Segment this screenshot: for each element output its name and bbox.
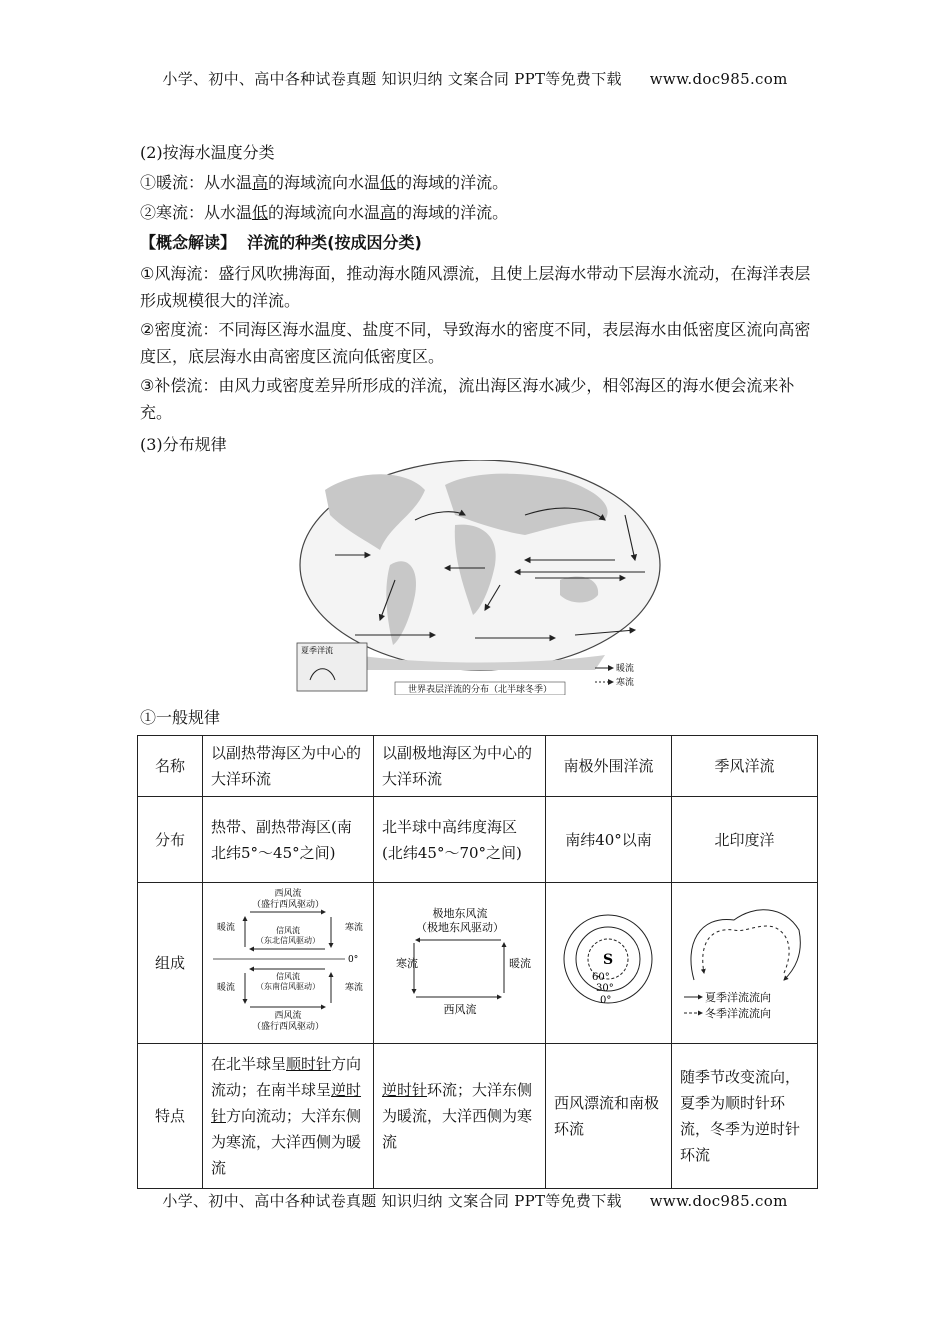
legend-cold-label: 寒流: [616, 678, 635, 688]
map-caption: 世界表层洋流的分布（北半球冬季）: [407, 685, 553, 695]
section2-title: (2)按海水温度分类: [140, 143, 275, 162]
d1-top-driver: （盛行西风驱动）: [251, 900, 325, 910]
d3-lat60: 60°: [592, 972, 610, 983]
name-monsoon-current: 季风洋流: [672, 736, 818, 797]
table-row-name: [138, 736, 818, 797]
d1-mid-driver: （东北信风驱动）: [256, 936, 320, 945]
dist-antarctic-current: 南纬40°以南: [546, 797, 672, 883]
footer-text: 小学、初中、高中各种试卷真题 知识归纳 文案合同 PPT等免费下载: [162, 1192, 622, 1210]
row-header-feature: 特点: [138, 1044, 203, 1189]
row-header-distribution: 分布: [138, 797, 203, 883]
d4-summer-loop: [691, 910, 800, 980]
d4-legend-winter: 冬季洋流流向: [705, 1007, 771, 1020]
d2-right-label: 暖流: [509, 957, 531, 970]
d1-mid-label: 信风流: [276, 926, 300, 935]
d1-low-label: 信风流: [276, 972, 300, 981]
feature-subpolar-gyre: 逆时针环流；大洋东侧为暖流，大洋西侧为寒流: [374, 1044, 546, 1189]
feature-antarctic-current: 西风漂流和南极环流: [546, 1044, 672, 1189]
page-header: [0, 68, 950, 89]
table-row-feature: [138, 1044, 818, 1189]
feature-monsoon-current: 随季节改变流向，夏季为顺时针环流，冬季为逆时针环流: [672, 1044, 818, 1189]
header-text: 小学、初中、高中各种试卷真题 知识归纳 文案合同 PPT等免费下载: [162, 70, 622, 88]
d1-low-driver: （东南信风驱动）: [256, 982, 320, 991]
d1-warm-upper: 暖流: [217, 923, 236, 933]
d1-cold-upper: 寒流: [345, 923, 364, 933]
diagram-subtropical-gyre: [203, 883, 374, 1044]
dist-subpolar-gyre: 北半球中高纬度海区(北纬45°～70°之间): [374, 797, 546, 883]
d4-legend-summer: 夏季洋流流向: [705, 991, 771, 1004]
name-subtropical-gyre: 以副热带海区为中心的大洋环流: [203, 736, 374, 797]
footer-url[interactable]: www.doc985.com: [649, 1192, 788, 1210]
d3-lat30: 30°: [596, 983, 614, 994]
warm-current-definition: ①暖流：从水温高的海域流向水温低的海域的洋流。: [140, 173, 509, 192]
concept-heading: 【概念解读】 洋流的种类(按成因分类): [140, 233, 422, 252]
d4-winter-loop: [703, 926, 789, 973]
table-row-distribution: [138, 797, 818, 883]
d2-left-label: 寒流: [396, 957, 418, 970]
name-subpolar-gyre: 以副极地海区为中心的大洋环流: [374, 736, 546, 797]
d3-lat0: 0°: [600, 995, 612, 1006]
diagram-antarctic-current: [546, 883, 672, 1044]
world-ocean-currents-map: [295, 460, 665, 695]
d3-south-pole: S: [602, 952, 614, 968]
inset-label: 夏季洋流: [301, 646, 333, 655]
feature-subtropical-gyre: 在北半球呈顺时针方向流动；在南半球呈逆时针方向流动；大洋东侧为寒流，大洋西侧为暖流: [203, 1044, 374, 1189]
concept-item-wind-drift: ①风海流：盛行风吹拂海面，推动海水随风漂流，且使上层海水带动下层海水流动，在海洋表层形成规模很大的洋流。: [140, 264, 811, 310]
dist-subtropical-gyre: 热带、副热带海区(南北纬5°～45°之间): [203, 797, 374, 883]
current-rules-table: [137, 735, 818, 1189]
section3-title: (3)分布规律: [140, 435, 227, 454]
legend-warm-label: 暖流: [616, 664, 635, 674]
cold-current-definition: ②寒流：从水温低的海域流向水温高的海域的洋流。: [140, 203, 509, 222]
d2-top-label: 极地东风流: [432, 907, 488, 920]
d1-bottom-label: 西风流: [274, 1011, 302, 1021]
table-row-composition: [138, 883, 818, 1044]
concept-item-compensation: ③补偿流：由风力或密度差异所形成的洋流，流出海区海水减少，相邻海区的海水便会流来补充。: [140, 376, 795, 422]
dist-monsoon-current: 北印度洋: [672, 797, 818, 883]
d1-equator-label: 0°: [348, 955, 359, 965]
d2-top-driver: （极地东风驱动）: [416, 921, 504, 934]
concept-item-density: ②密度流：不同海区海水温度、盐度不同，导致海水的密度不同，表层海水由低密度区流向高密度区，底层海水由高密度区流向低密度区。: [140, 320, 811, 366]
row-header-composition: 组成: [138, 883, 203, 1044]
d1-cold-lower: 寒流: [345, 983, 364, 993]
header-url[interactable]: www.doc985.com: [649, 70, 788, 88]
d2-bottom-label: 西风流: [443, 1003, 477, 1016]
d1-warm-lower: 暖流: [217, 983, 236, 993]
rules-title: ①一般规律: [140, 708, 221, 727]
row-header-name: 名称: [138, 736, 203, 797]
d1-top-label: 西风流: [274, 889, 302, 899]
name-antarctic-current: 南极外围洋流: [546, 736, 672, 797]
diagram-subpolar-gyre: [374, 883, 546, 1044]
page-footer: [0, 1190, 950, 1211]
d1-bottom-driver: （盛行西风驱动）: [251, 1022, 325, 1032]
diagram-monsoon-current: [672, 883, 818, 1044]
